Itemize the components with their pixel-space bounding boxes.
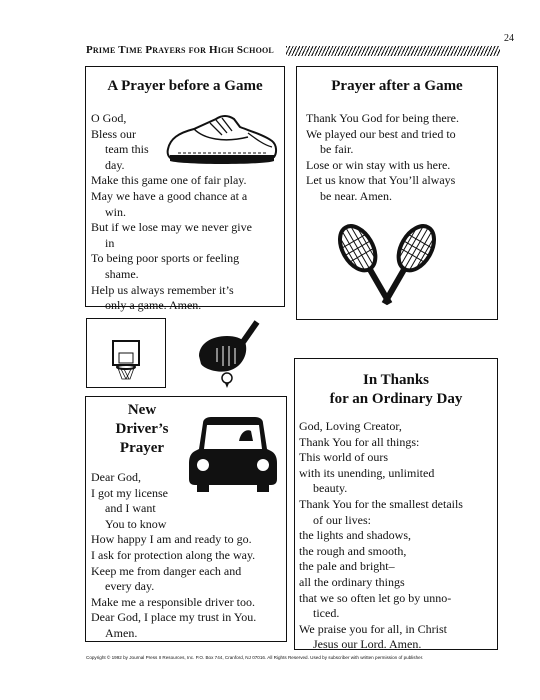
ordinary-day-title-line: for an Ordinary Day: [329, 391, 463, 407]
prayer-line: only a game. Amen.: [105, 298, 202, 313]
prayer-line: be fair.: [320, 142, 354, 157]
prayer-line: beauty.: [313, 481, 348, 496]
prayer-line: You to know: [105, 516, 167, 531]
prayer-line: and I want: [105, 501, 156, 516]
prayer-line: the lights and shadows,: [299, 528, 411, 543]
header-hatch: [286, 46, 500, 56]
prayer-line: I got my license: [91, 485, 168, 500]
prayer-line: Thank You for all things:: [299, 434, 420, 449]
prayer-line: Make me a responsible driver too.: [91, 594, 255, 609]
prayer-line: We praise you for all, in Christ: [299, 621, 448, 636]
prayer-line: team this: [105, 142, 149, 157]
prayer-line: the pale and bright–: [299, 559, 395, 574]
prayer-line: win.: [105, 204, 126, 219]
prayer-before-game-title: A Prayer before a Game: [107, 78, 263, 94]
prayer-line: Bless our: [91, 126, 136, 141]
prayer-line: To being poor sports or feeling: [91, 251, 240, 266]
prayer-line: This world of ours: [299, 450, 388, 465]
prayer-line: with its unending, unlimited: [299, 465, 435, 480]
prayer-line: Thank You God for being there.: [306, 111, 459, 125]
prayer-line: God, Loving Creator,: [299, 419, 402, 433]
ordinary-day-box: [294, 358, 498, 650]
ordinary-day-title: [295, 371, 497, 409]
prayer-line: Amen.: [105, 625, 138, 640]
page-header: [86, 44, 500, 58]
prayer-line: all the ordinary things: [299, 574, 405, 589]
prayer-line: every day.: [105, 579, 155, 594]
prayer-line: that we so often let go by unno-: [299, 590, 452, 605]
new-driver-title-line: Driver’s: [115, 421, 169, 437]
prayer-line: Let us know that You’ll always: [306, 173, 456, 188]
ordinary-day-title-line: In Thanks: [362, 372, 430, 388]
prayer-line: How happy I am and ready to go.: [91, 532, 252, 547]
prayer-line: Dear God,: [91, 470, 141, 484]
prayer-after-game-box: [296, 66, 498, 320]
tennis-rackets-icon: [327, 205, 447, 313]
prayer-line: of our lives:: [313, 512, 371, 527]
basketball-hoop-box: [86, 318, 166, 388]
prayer-after-game-text: [306, 111, 459, 205]
prayer-line: We played our best and tried to: [306, 126, 456, 141]
new-driver-title: [102, 401, 182, 458]
prayer-line: Dear God, I place my trust in You.: [91, 610, 257, 625]
basketball-hoop-icon: [111, 339, 141, 384]
prayer-line: Help us always remember it’s: [91, 282, 234, 297]
prayer-before-game-box: [85, 66, 285, 313]
car-icon: [189, 417, 277, 492]
new-driver-title-line: Prayer: [119, 440, 165, 456]
header-title: Prime Time Prayers for High School: [86, 44, 277, 56]
prayer-line: O God,: [91, 111, 127, 125]
prayer-line: But if we lose may we never give: [91, 220, 252, 235]
prayer-line: I ask for protection along the way.: [91, 547, 256, 562]
prayer-line: Jesus our Lord. Amen.: [313, 637, 422, 652]
prayer-line: be near. Amen.: [320, 188, 392, 203]
prayer-line: Lose or win stay with us here.: [306, 157, 451, 172]
prayer-after-game-title: Prayer after a Game: [331, 78, 463, 94]
prayer-line: in: [105, 235, 115, 250]
prayer-line: Keep me from danger each and: [91, 563, 242, 578]
sneaker-icon: [164, 109, 279, 169]
golf-club-icon: [197, 322, 267, 390]
prayer-line: Make this game one of fair play.: [91, 173, 247, 188]
prayer-line: ticed.: [313, 606, 340, 621]
prayer-line: May we have a good chance at a: [91, 188, 248, 203]
copyright-footer: Copyright © 1992 by Journal Press II Resources, Inc. P.O. Box 744, Cranford, NJ 07016. All Rights Reserved. Used by subscriber with written permission of publisher.: [86, 655, 424, 660]
prayer-line: the rough and smooth,: [299, 543, 407, 558]
prayer-line: Thank You for the smallest details: [299, 496, 463, 511]
prayer-line: shame.: [105, 266, 139, 281]
new-driver-text: [91, 470, 256, 642]
ordinary-day-text: [299, 419, 463, 653]
new-driver-box: [85, 396, 287, 642]
page-number: 24: [504, 33, 514, 44]
prayer-line: day.: [105, 157, 125, 172]
new-driver-title-line: New: [127, 402, 157, 418]
